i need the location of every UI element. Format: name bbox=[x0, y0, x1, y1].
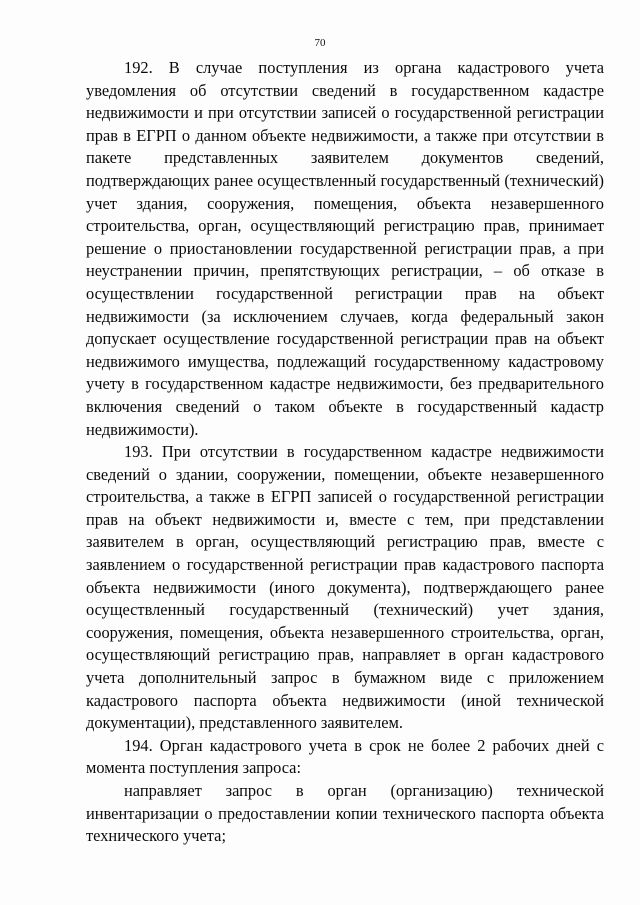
page-number: 70 bbox=[314, 37, 326, 49]
paragraph-194: 194. Орган кадастрового учета в срок не более 2 рабочих дней с момента поступления запроса: bbox=[86, 735, 604, 778]
paragraph-192: 192. В случае поступления из органа кадастрового учета уведомления об отсутствии сведений в государственном кадастре недвижимости и при отсутствии записей о государственной регистрации прав в ЕГРП о данном объекте недвижимости, а также при отсутствии в пакете представленных заявителем документов сведений, подтверждающих ранее осуществленный государственный (технический) учет здания, сооружения, помещения, объекта незавершенного строительства, орган, осуществляющий регистрацию прав, принимает решение о приостановлении государственной регистрации прав, а при неустранении причин, препятствующих регистрации, – об отказе в осуществлении государственной регистрации прав на объект недвижимости (за исключением случаев, когда федеральный закон допускает осуществление государственной регистрации прав на объект недвижимого имущества, подлежащий государственному кадастровому учету в государственном кадастре недвижимости, без предварительного включения сведений о таком объекте в государственный кадастр недвижимости). bbox=[86, 58, 604, 439]
paragraph-194-item: направляет запрос в орган (организацию) технической инвентаризации о предоставлении копии технического паспорта объекта технического учета; bbox=[86, 781, 604, 846]
paragraph-193: 193. При отсутствии в государственном кадастре недвижимости сведений о здании, сооружении, помещении, объекте незавершенного строительства, а также в ЕГРП записей о государственной регистрации прав на объект недвижимости и, вместе с тем, при представлении заявителем в орган, осуществляющий регистрацию прав, вместе с заявлением о государственной регистрации прав кадастрового паспорта объекта недвижимости (иного документа), подтверждающего ранее осуществленный государственный (технический) учет здания, сооружения, помещения, объекта незавершенного строительства, орган, осуществляющий регистрацию прав, направляет в орган кадастрового учета дополнительный запрос в бумажном виде с приложением кадастрового паспорта объекта недвижимости (иной технической документации), представленного заявителем. bbox=[86, 442, 604, 733]
document-body bbox=[86, 57, 604, 848]
